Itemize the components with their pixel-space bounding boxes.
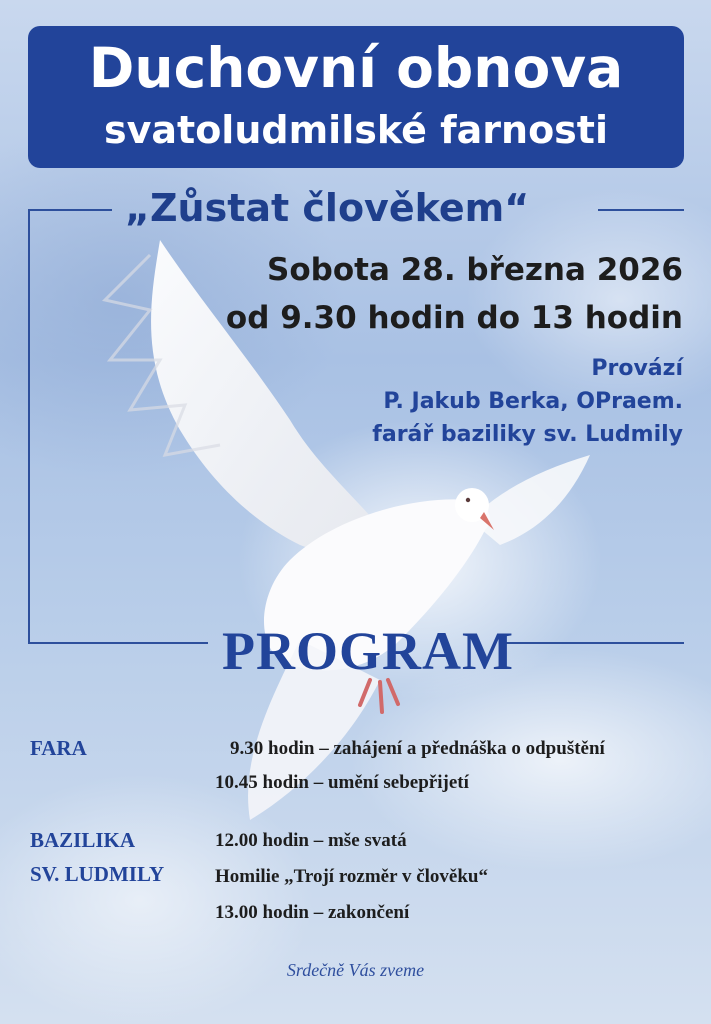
title-banner [28,26,684,168]
program-item: 9.30 hodin – zahájení a přednáška o odpuštění [230,738,605,759]
title-line-2: svatoludmilské farnosti [104,108,608,152]
frame-bottom-left-line [28,642,208,644]
guide-line-2: P. Jakub Berka, OPraem. [383,389,683,414]
frame-top-right-line [598,209,684,211]
guide-line-3: farář baziliky sv. Ludmily [372,422,683,447]
program-item: 10.45 hodin – umění sebepřijetí [215,772,469,793]
event-date: Sobota 28. března 2026 [267,252,683,288]
frame-left-line [28,209,30,643]
program-item: Homilie „Trojí rozměr v člověku“ [215,866,488,887]
guide-info [372,352,683,451]
frame-bottom-right-line [500,642,684,644]
frame-top-left-line [28,209,112,211]
location-label: FARA [30,736,87,760]
title-line-1: Duchovní obnova [88,36,624,100]
program-item: 13.00 hodin – zakončení [215,902,410,923]
program-heading: PROGRAM [222,621,514,681]
program-item: 12.00 hodin – mše svatá [215,830,407,851]
motto: „Zůstat člověkem“ [125,186,530,230]
location-label: BAZILIKA [30,828,136,852]
location-label: SV. LUDMILY [30,862,165,886]
guide-line-1: Provází [591,356,683,381]
event-time: od 9.30 hodin do 13 hodin [225,300,683,336]
closing-invitation: Srdečně Vás zveme [286,960,425,980]
